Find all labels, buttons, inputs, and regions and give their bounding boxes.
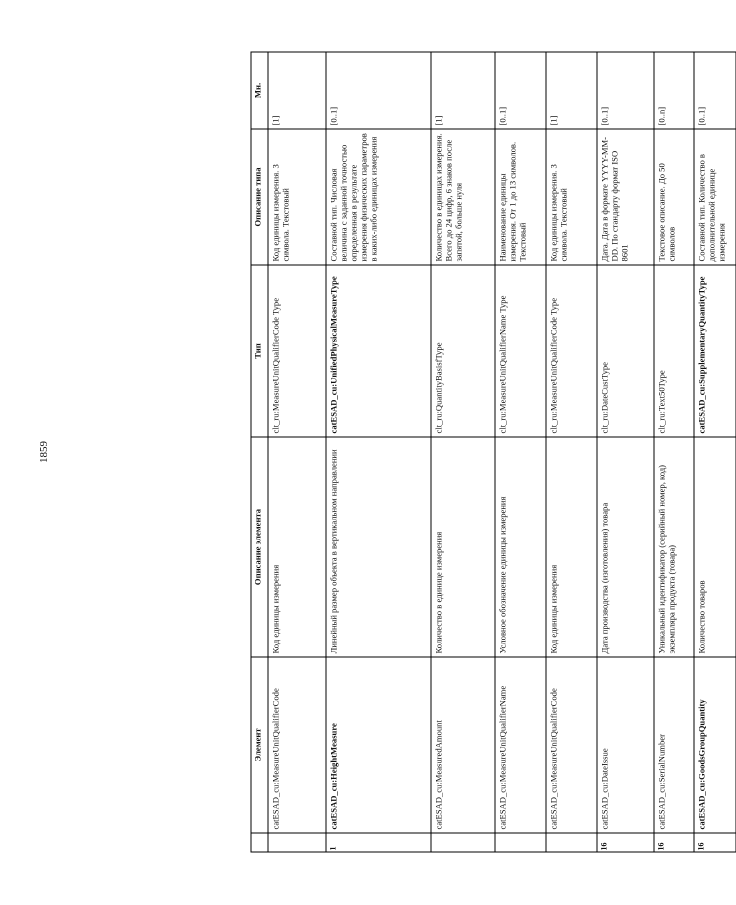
cell-type: clt_ru:MeasureUnitQualifierCode Type bbox=[546, 265, 597, 437]
cell-type: clt_ru:MeasureUnitQualifierName Type bbox=[495, 265, 546, 437]
cell-mn: [0..n] bbox=[654, 52, 694, 129]
cell-type-desc: Составной тип. Числовая величина с заданной точностью определенная в результате измерения физических параметров в каких-либо единицах измерения bbox=[326, 129, 431, 265]
cell-element: catESAD_cu:DateIssue bbox=[597, 657, 654, 833]
cell-element-desc: Условное обозначение единицы измерения bbox=[495, 437, 546, 657]
table-row bbox=[694, 52, 736, 852]
cell-mn: [1] bbox=[546, 52, 597, 129]
cell-type: clt_ru:QuantityBasisfType bbox=[431, 265, 495, 437]
header-type-desc: Описание типа bbox=[251, 129, 268, 265]
cell-element-desc: Код единицы измерения bbox=[268, 437, 326, 657]
cell-mn: [1] bbox=[268, 52, 326, 129]
header-level bbox=[251, 833, 268, 852]
cell-level bbox=[431, 833, 495, 852]
header-mn: Мн. bbox=[251, 52, 268, 129]
cell-element-desc: Количество товаров bbox=[694, 437, 736, 657]
cell-level bbox=[495, 833, 546, 852]
cell-mn: [1] bbox=[431, 52, 495, 129]
cell-element: catESAD_cu:SerialNumber bbox=[654, 657, 694, 833]
page-number: 1859 bbox=[38, 441, 50, 463]
header-type: Тип bbox=[251, 265, 268, 437]
cell-element: catESAD_cu:MeasureUnitQualifierCode bbox=[546, 657, 597, 833]
cell-mn: [0..1] bbox=[495, 52, 546, 129]
cell-element-desc: Код единицы измерения bbox=[546, 437, 597, 657]
cell-type-desc: Код единицы измерения. 3 символа. Текстовый bbox=[546, 129, 597, 265]
header-element-desc: Описание элемента bbox=[251, 437, 268, 657]
cell-element: catESAD_cu:MeasureUnitQualifierName bbox=[495, 657, 546, 833]
table-row bbox=[546, 52, 597, 852]
table-row bbox=[495, 52, 546, 852]
cell-type: catESAD_cu:SupplementaryQuantityType bbox=[694, 265, 736, 437]
cell-type-desc: Код единицы измерения. 3 символа. Текстовый bbox=[268, 129, 326, 265]
cell-element: catESAD_cu:GoodsGroupQuantity bbox=[694, 657, 736, 833]
cell-level: 1 bbox=[326, 833, 431, 852]
cell-type: clt_ru:Text50Type bbox=[654, 265, 694, 437]
cell-type-desc: Составной тип. Количество в дополнительной единице измерения bbox=[694, 129, 736, 265]
cell-element: catESAD_cu:MeasureUnitQualifierCode bbox=[268, 657, 326, 833]
header-element: Элемент bbox=[251, 657, 268, 833]
cell-level: 16 bbox=[597, 833, 654, 852]
cell-mn: [0..1] bbox=[326, 52, 431, 129]
table-row bbox=[597, 52, 654, 852]
element-table bbox=[250, 51, 736, 852]
cell-type-desc: Дата. Дата в формате YYYY-MM-DD. По стандарту формат ISO 8601 bbox=[597, 129, 654, 265]
cell-level: 16 bbox=[694, 833, 736, 852]
cell-type-desc: Текстовое описание. До 50 символов bbox=[654, 129, 694, 265]
cell-mn: [0..1] bbox=[694, 52, 736, 129]
cell-element-desc: Уникальный идентификатор (серийный номер, код) экземпляра продукта (товара) bbox=[654, 437, 694, 657]
cell-mn: [0..1] bbox=[597, 52, 654, 129]
cell-element-desc: Линейный размер объекта в вертикальном направлении bbox=[326, 437, 431, 657]
cell-type: clt_ru:DateCustType bbox=[597, 265, 654, 437]
rotated-table-container bbox=[250, 52, 725, 852]
table-row bbox=[326, 52, 431, 852]
cell-element-desc: Дата производства (изготовления) товара bbox=[597, 437, 654, 657]
cell-level bbox=[546, 833, 597, 852]
table-row bbox=[268, 52, 326, 852]
table-row bbox=[654, 52, 694, 852]
cell-type: catESAD_cu:UnifiedPhysicalMeasureType bbox=[326, 265, 431, 437]
cell-level bbox=[268, 833, 326, 852]
table-row bbox=[431, 52, 495, 852]
cell-element: catESAD_cu:HeightMeasure bbox=[326, 657, 431, 833]
cell-type-desc: Количество в единицах измерения. Всего до 24 цифр, 6 знаков после запятой, больше нуля bbox=[431, 129, 495, 265]
cell-type-desc: Наименование единицы измерения. От 1 до 13 символов. Текстовый bbox=[495, 129, 546, 265]
cell-level: 16 bbox=[654, 833, 694, 852]
table-header-row bbox=[251, 52, 268, 852]
cell-element: catESAD_cu:MeasuredAmount bbox=[431, 657, 495, 833]
cell-element-desc: Количество в единице измерения bbox=[431, 437, 495, 657]
cell-type: clt_ru:MeasureUnitQualifierCode Type bbox=[268, 265, 326, 437]
